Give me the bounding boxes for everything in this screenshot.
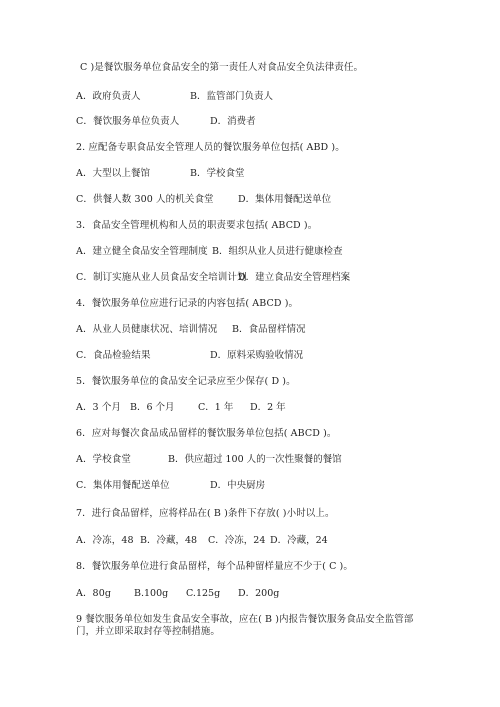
question-4-option-d: D．原料采购验收情况 [210,350,304,361]
question-4-option-b: B．食品留样情况 [232,324,306,335]
question-3-option-c: C．制订实施从业人员食品安全培训计划 [76,272,247,283]
question-1-option-a: A．政府负责人 [76,91,141,102]
question-3-option-d: D．建立食品安全管理档案 [238,272,351,283]
question-6-option-c: C．集体用餐配送单位 [76,480,170,491]
question-2-option-b: B．学校食堂 [190,168,245,179]
question-4-option-c: C．食品检验结果 [76,350,151,361]
question-4-text: 4．餐饮服务单位应进行记录的内容包括( ABCD )。 [76,298,299,309]
question-2-text: 2. 应配备专职食品安全管理人员的餐饮服务单位包括( ABD )。 [76,142,345,153]
question-7-option-c: C．冷冻，24 [208,535,266,546]
question-2-option-a: A．大型以上餐馆 [76,168,151,179]
question-4-option-a: A．从业人员健康状况、培训情况 [76,324,218,335]
question-7-option-b: B．冷藏，48 [140,535,198,546]
question-9-text: 9 餐饮服务单位如发生食品安全事故，应在( B )内报告餐饮服务食品安全监管部门，并立即采取封存等控制措施。 [76,614,414,637]
question-8-text: 8．餐饮服务单位进行食品留样，每个品种留样量应不少于( C )。 [76,561,353,572]
question-3-option-b: B．组织从业人员进行健康检查 [212,246,343,257]
question-3-option-a: A．建立健全食品安全管理制度 [76,246,208,257]
question-3-text: 3．食品安全管理机构和人员的职责要求包括( ABCD )。 [76,220,318,231]
question-5-option-b: B．6 个月 [130,402,175,413]
question-7-option-a: A．冷冻，48 [76,535,134,546]
question-1-text: C )是餐饮服务单位食品安全的第一责任人对食品安全负法律责任。 [80,62,364,73]
question-1-option-c: C．餐饮服务单位负责人 [76,116,180,127]
question-1-option-b: B．监管部门负责人 [190,91,273,102]
question-8-option-d: D．200g [238,588,280,599]
question-1-option-d: D．消费者 [210,116,256,127]
question-6-text: 6．应对每餐次食品成品留样的餐饮服务单位包括( ABCD )。 [76,428,337,439]
question-5-option-d: D．2 年 [250,402,286,413]
question-5-option-c: C．1 年 [198,402,234,413]
question-8-option-a: A．80g [76,588,112,599]
question-6-option-b: B．供应超过 100 人的一次性聚餐的餐馆 [168,454,342,465]
question-5-text: 5．餐饮服务单位的食品安全记录应至少保存( D )。 [76,376,296,387]
question-2-option-d: D．集体用餐配送单位 [238,194,332,205]
question-7-option-d: D．冷藏，24 [270,535,328,546]
question-2-option-c: C．供餐人数 300 人的机关食堂 [76,194,214,205]
question-6-option-a: A．学校食堂 [76,454,131,465]
question-5-option-a: A．3 个月 [76,402,122,413]
question-8-option-c: C.125g [186,588,221,599]
question-7-text: 7．进行食品留样，应将样品在( B )条件下存放( )小时以上。 [76,508,335,519]
question-6-option-d: D．中央厨房 [210,480,266,491]
question-8-option-b: B.100g [134,588,169,599]
